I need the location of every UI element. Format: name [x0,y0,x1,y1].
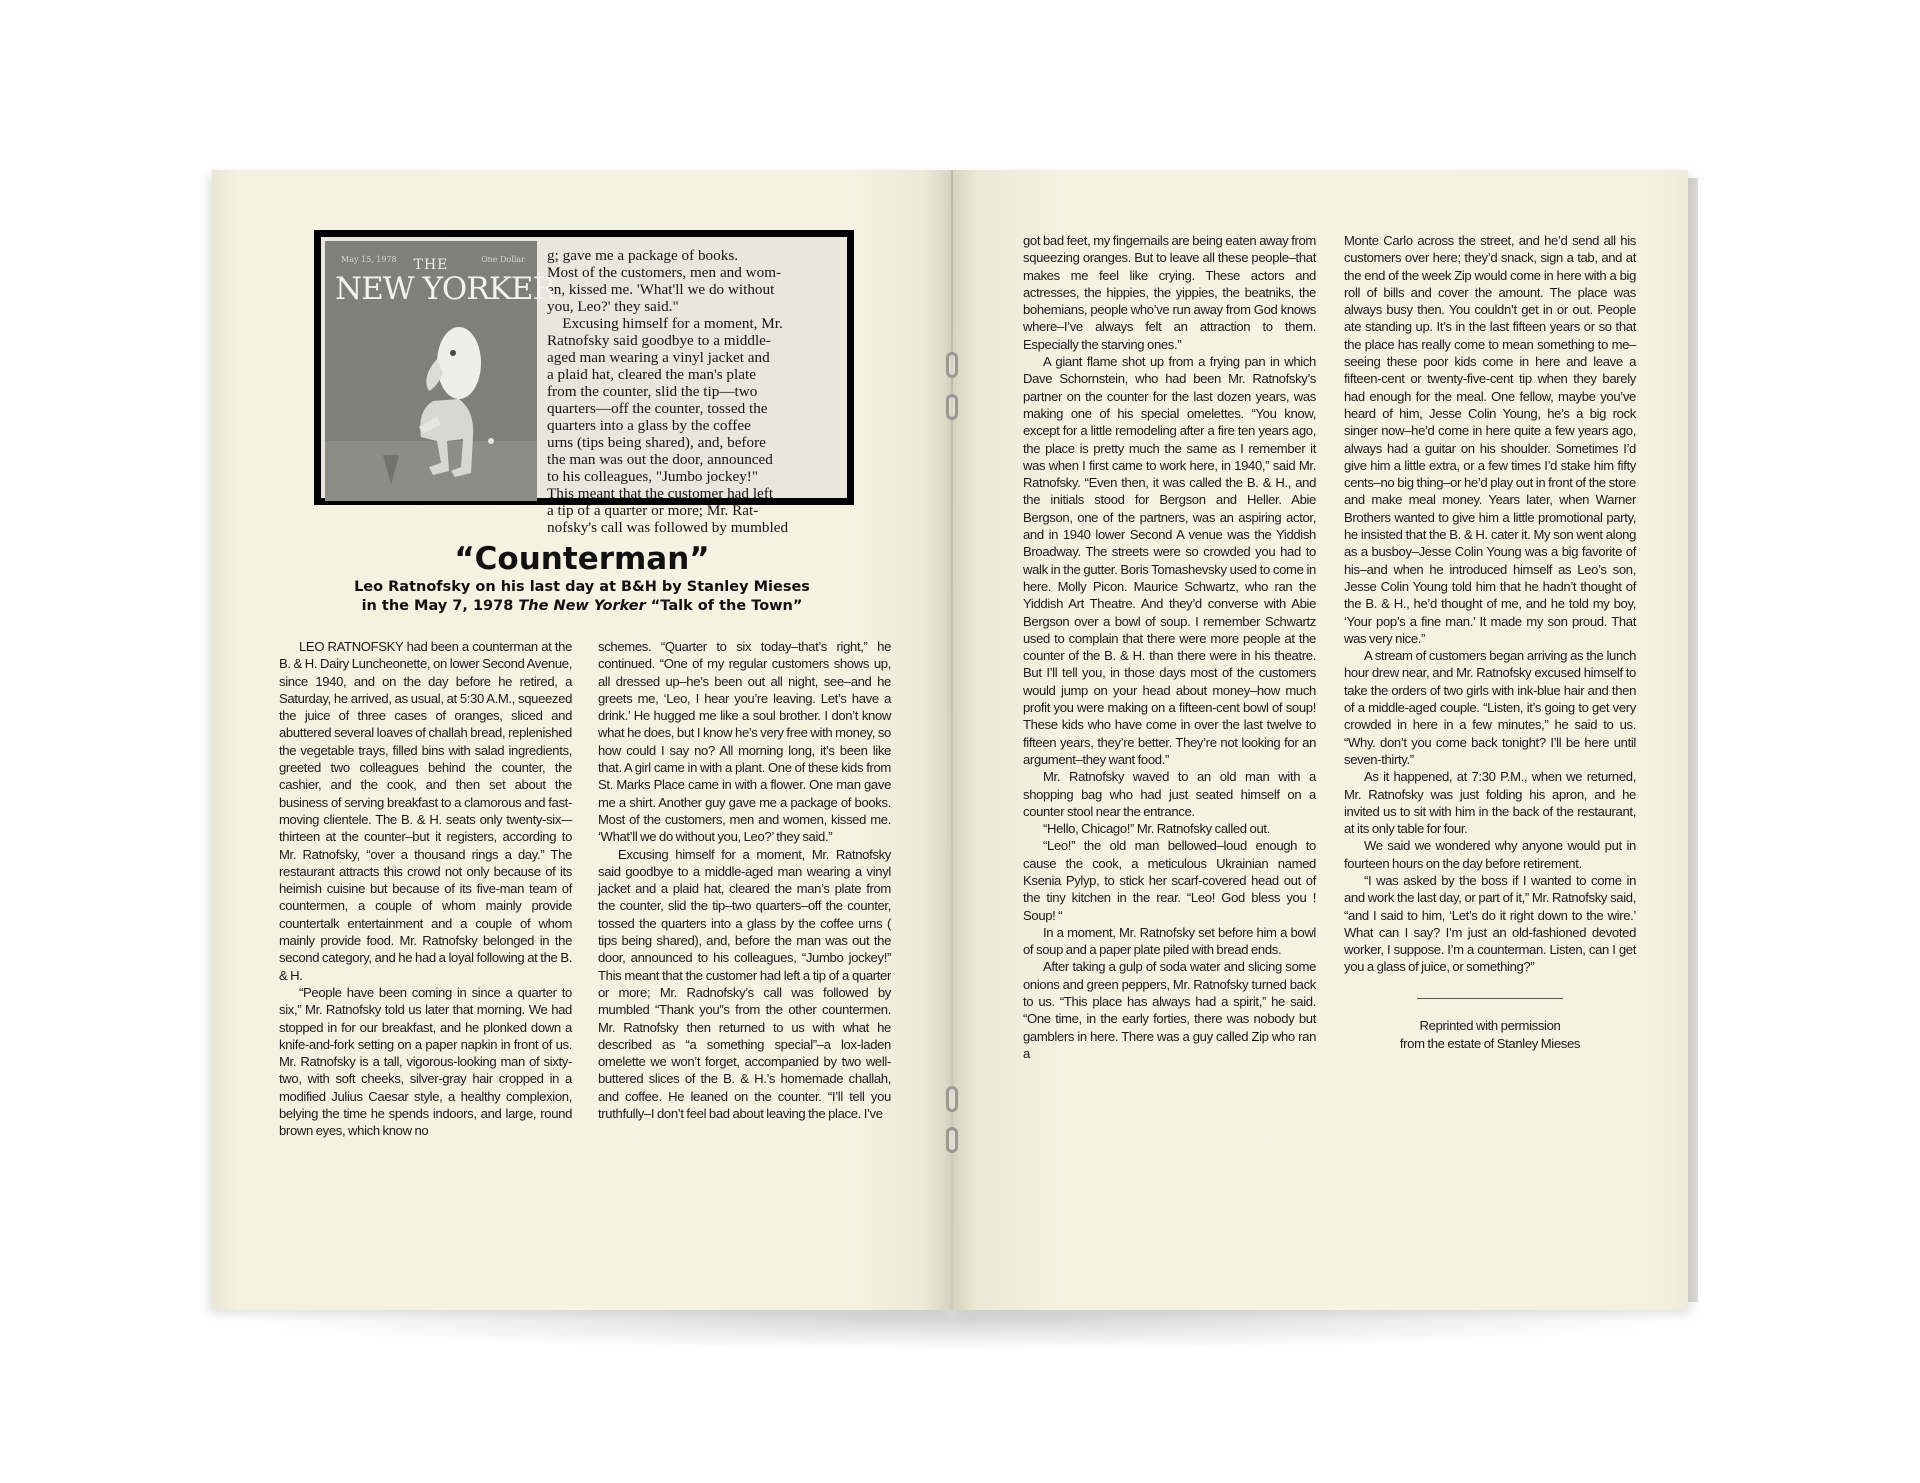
paragraph: Excusing himself for a moment, Mr. Ratnofsky said goodbye to a middle-aged man wearing a vinyl jacket and a plaid hat, cleared the man’s plate from the counter, slid the tip–two quarters–off the counter, tossed the quarters into a glass by the coffee urns ( tips being shared), and, before the man was out the door, announced to his colleagues, “Jumbo jockey!” This meant that the customer had left a tip of a quarter or more; Mr. Radnofsky’s call was followed by mumbled “Thank you”s from the other countermen. Mr. Ratnofsky then returned to us with what he described as “a something special”–a lox-laden omelette we won’t forget, accompanied by two well-buttered slices of the B. & H.’s homemade challah, and coffee. He leaned on the counter. “I’ll tell you truthfully–I don’t feel bad about leaving the place. I’ve [598,846,891,1122]
article-title: “Counterman” [454,541,710,577]
subtitle-section: “Talk of the Town” [645,598,803,614]
paragraph: LEO RATNOFSKY had been a counterman at the B. & H. Dairy Luncheonette, on lower Second Avenue, since 1940, and on the day before he retired, a Saturday, he arrived, as usual, at 5:30 A.M., squeezed the juice of three cases of oranges, sliced and abuttered several loaves of challah bread, replenished the vegetable trays, filled bins with salad ingredients, greeted two colleagues behind the counter, the cashier, and the cook, and then set about the business of serving breakfast to a clamorous and fast-moving clientele. The B. & H. seats only twenty-six-–thirteen at the counter–but it registers, according to Mr. Ratnofsky, “over a thousand rings a day.” The restaurant attracts this crowd not only because of its heimish cuisine but because of its five-man team of countermen, a couple of whom mainly provide countertalk entertainment and a couple of whom mainly provide food. Mr. Ratnofsky belonged in the second category, and he had a loyal following at the B. & H. [279,639,572,983]
reprint-credit [1344,1017,1636,1053]
new-yorker-clipping [314,230,854,536]
page-stack-edge [1688,178,1698,1302]
paragraph: “Hello, Chicago!” Mr. Ratnofsky called out. [1043,821,1270,837]
paragraph: We said we wondered why anyone would put in fourteen hours on the day before retirement. [1344,838,1636,871]
staple-icon [946,1127,958,1153]
clipping-text: g; gave me a package of books. Most of the customers, men and wom- en, kissed me. 'What'll we do without you, Leo?' they said." Excusing himself for a moment, Mr. Ratnofsky said goodbye to a middle- aged man wearing a vinyl jacket and a plaid hat, cleared the man's plate from the counter, slid the tip—two quarters—off the counter, tossed the quarters into a glass by the coffee urns (tips being shared), and, before the man was out the door, announced to his colleagues, "Jumbo jockey!" This meant that the customer had left a tip of a quarter or more; Mr. Rat- nofsky's call was followed by mumbled [547,247,789,536]
article-column-2 [598,638,891,1122]
paragraph: got bad feet, my fingernails are being eaten away from squeezing oranges. But to leave all these people–that makes me feel like crying. These actors and actresses, the hippies, the yippies, the beatniks, the bohemians, people who’ve run away from God knows where–I’ve always felt an attraction to them. Especially the starving ones.” [1023,233,1316,352]
paragraph: A stream of customers began arriving as the lunch hour drew near, and Mr. Ratnofsky excused himself to take the orders of two girls with ink-blue hair and then of a middle-aged couple. “Listen, it’s going to get very crowded in here in a few minutes,” he said to us. “Why. don’t you come back tonight? I’ll be here until seven-thirty.” [1344,648,1636,767]
article-column-3 [1023,232,1316,1062]
paragraph: As it happened, at 7:30 P.M., when we returned, Mr. Ratnofsky was just folding his apron, and he invited us to sit with him in the back of the restaurant, at its only table for four. [1344,769,1636,837]
staple-icon [946,1086,958,1112]
staple-icon [946,352,958,378]
magazine-cover [325,241,555,494]
paragraph: Monte Carlo across the street, and he’d send all his customers over here; they’d snack, sign a tab, and at the end of the week Zip would come in here with a big roll of bills and cover the amount. The place was always busy then. You couldn’t get in or out. People ate standing up. It’s in the last fifteen years or so that the place has really come to mean something to me–seeing these poor kids come in here and leave a fifteen-cent or twenty-five-cent tip when they barely had enough for the meal. One fellow, maybe you’ve heard of him, Jesse Colin Young, he’s a big rock singer now–he’d come in here quite a few years ago, always had a guitar on his shoulder. Sometimes I’d give him a little extra, or a few times I’d stake him fifty cents–no big thing–or he’d play out in front of the store and make meal money. Years later, when Warner Brothers wanted to give him a little promotional party, he insisted that the B. & H. cater it. My son went along as a busboy–Jesse Colin Young was a big favorite of his–and when he introduced himself as Leo’s son, Jesse Colin Young told him that he hadn’t thought of the B. & H., he’d thought of me, and he told my boy, ‘Your pop’s a fine man.’ It made my son proud. That was very nice.” [1344,233,1636,646]
cover-date: May 15, 1978 [341,255,397,264]
paragraph: In a moment, Mr. Ratnofsky set before him a bowl of soup and a paper plate piled with bread ends. [1023,924,1316,958]
masthead-title: NEW YORKER [335,271,555,307]
paragraph: Mr. Ratnofsky waved to an old man with a shopping bag who had just seated himself on a counter stool near the entrance. [1023,769,1316,819]
article-column-1 [279,638,572,1140]
article-subtitle-line1: Leo Ratnofsky on his last day at B&H by Stanley Mieses [354,579,810,595]
paragraph: “Leo!” the old man bellowed–loud enough to cause the cook, a meticulous Ukrainian named Ksenia Pylyp, to stick her scarf-covered head out of the tiny kitchen in the rear. “Leo! God bless you ! Soup! “ [1023,838,1316,923]
paragraph: “People have been coming in since a quarter to six,” Mr. Ratnofsky told us later that morning. We had stopped in for our breakfast, and he plonked down a knife-and-fork setting on a paper napkin in front of us. Mr. Ratnofsky is a tall, vigorous-looking man of sixty-two, with soft cheeks, silver-gray hair cropped in a modified Julius Caesar style, a healthy complexion, belying the time he spends indoors, and large, round brown eyes, which know no [279,984,572,1139]
masthead-the: THE [413,257,449,273]
paragraph: After taking a gulp of soda water and slicing some onions and green peppers, Mr. Ratnofsky turned back to us. “This place has always had a spirit,” he said. “One time, in the early forties, there was nobody but gamblers in here. There was a guy called Zip who ran a [1023,959,1316,1061]
article-header [212,540,952,616]
staple-icon [946,394,958,420]
subtitle-date: in the May 7, 1978 [361,598,519,614]
cover-price: One Dollar [481,255,525,264]
credit-line-2: from the estate of Stanley Mieses [1399,1035,1581,1051]
article-subtitle-line2 [212,597,952,616]
credit-line-1: Reprinted with permission [1419,1017,1561,1033]
paragraph: “I was asked by the boss if I wanted to come in and work the last day, or part of it,” Mr. Ratnofsky said, “and I said to him, ‘Let’s do it right down to the wire.’ What can I say? I’m just an old-fashioned devoted worker, I suppose. I’m a counterman. Listen, can I get you a glass of juice, or something?” [1344,872,1636,975]
paragraph: schemes. “Quarter to six today–that’s right,” he continued. “One of my regular customers shows up, all dressed up–he’s been out all night, see–and he greets me, ‘Leo, I hear you’re leaving. Let’s have a drink.’ He hugged me like a soul brother. I don’t know what he does, but I know he’s very free with money, so how could I say no? All morning long, it’s been like that. A girl came in with a plant. One of these kids from St. Marks Place came in with a flower. One man gave me a shirt. Another guy gave me a package of books. Most of the customers, men and women, kissed me. ‘What’ll we do without you, Leo?’ they said.” [598,639,891,845]
article-column-4 [1344,232,1636,1053]
divider-rule [1417,998,1563,999]
paragraph: A giant flame shot up from a frying pan in which Dave Schornstein, who had been Mr. Ratnofsky’s partner on the counter for the last dozen years, was making one of his special omelettes. “You know, except for a little remodeling after a fire ten years ago, the place is pretty much the same as I remember it was when I first came to work here, in 1940,” said Mr. Ratnofsky. “Even then, it was called the B. & H., and the initials stood for Bergson and Heller. Abie Bergson, one of the partners, was an aspiring actor, and in 1940 lower Second A venue was the Yiddish Broadway. The streets were so crowded you had to walk in the gutter. Boris Tomashevsky used to come in here. Molly Picon. Maurice Schwartz, who ran the Yiddish Art Theatre. And they’d converse with Abie Bergson over a bowl of soup. I remember Schwartz used to complain that there were more people at the counter of the B. & H. than there were in his theatre. But I’ll tell you, in those days most of the customers would jump on your head about money–how much profit you were making on a fifteen-cent bowl of soup! These kids who have come in over the last twelve to fifteen years, they’re better. They’re not looking for an argument–they want food.” [1023,354,1316,767]
subtitle-publication: The New Yorker [518,598,646,614]
